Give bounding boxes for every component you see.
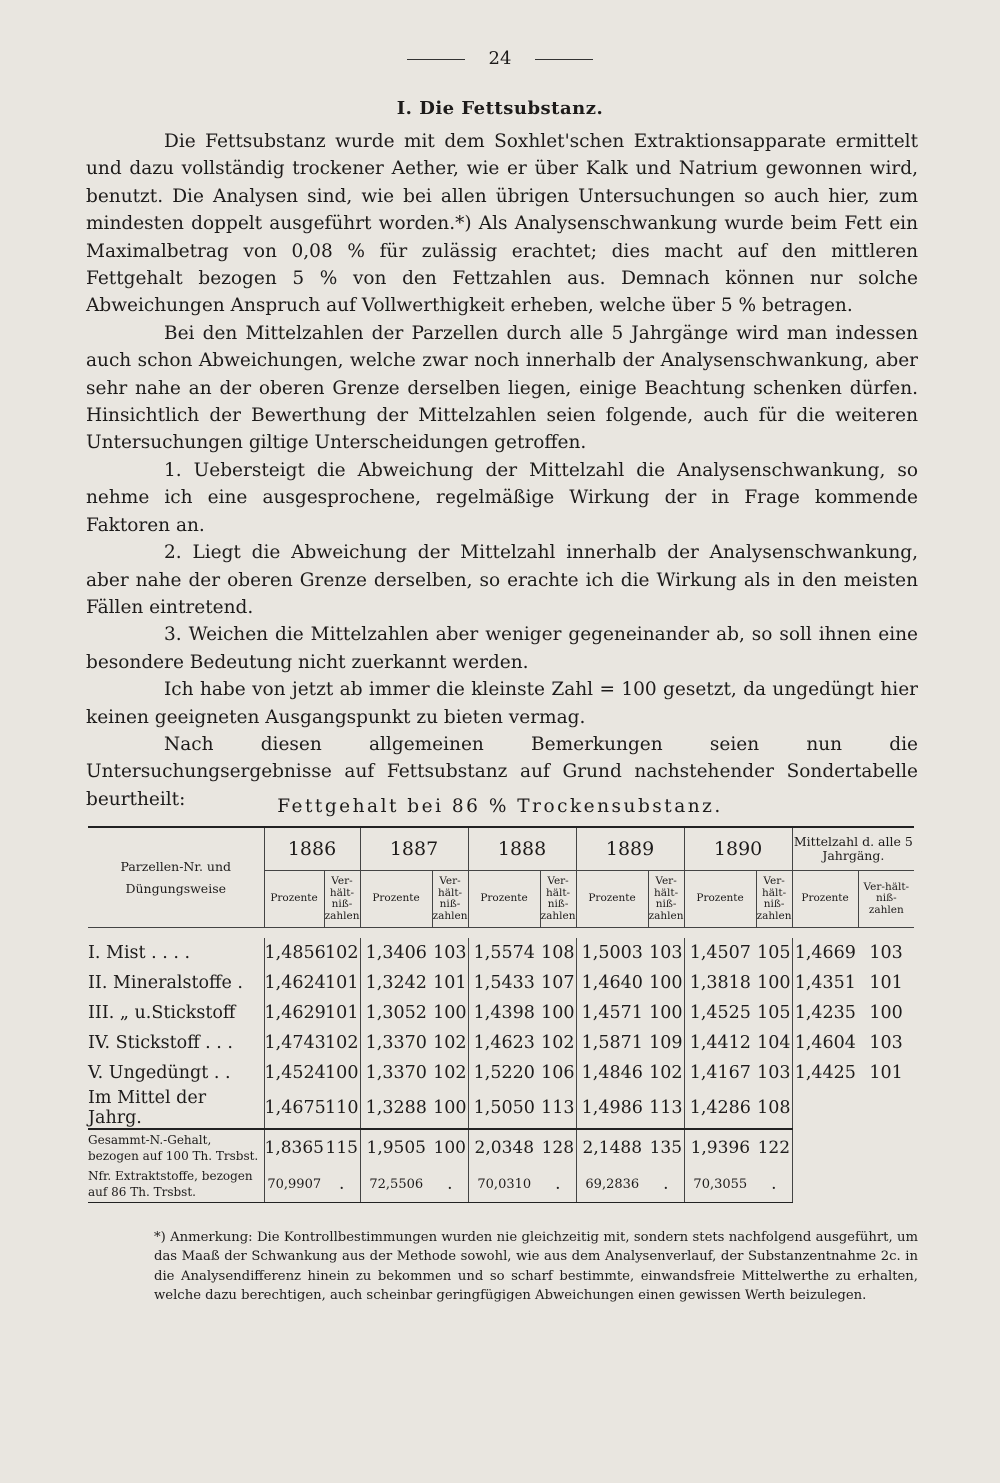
cell: 1,4235 xyxy=(794,1003,856,1023)
sub-header-verh: Ver-hält-niß-zahlen xyxy=(540,871,576,928)
cell: 1,4986 xyxy=(581,1098,643,1118)
cell: 1,4351 xyxy=(794,973,856,993)
row-label: I. Mist . . . . xyxy=(88,938,264,968)
sub-header-prozente: Prozente xyxy=(684,871,756,928)
divider xyxy=(407,59,465,60)
row-label: Nfr. Extraktstoffe, bezogen auf 86 Th. Trsbst. xyxy=(88,1166,264,1203)
cell: 1,9396 xyxy=(684,1129,756,1166)
sub-header-prozente: Prozente xyxy=(360,871,432,928)
paragraph: 1. Uebersteigt die Abweichung der Mittelzahl die Analysenschwankung, so nehme ich eine ausgesprochene, regelmäßige Wirkung der in Frage kommende Faktoren an. xyxy=(86,459,918,536)
year-header: 1887 xyxy=(360,827,468,871)
cell: 102 xyxy=(432,1058,468,1088)
cell: 108 xyxy=(756,1088,792,1129)
paragraph: Ich habe von jetzt ab immer die kleinste Zahl = 100 gesetzt, da ungedüngt hier keinen geeigneten Ausgangspunkt zu bieten vermag. xyxy=(86,679,918,728)
table-row xyxy=(88,1058,914,1088)
year-header: 1889 xyxy=(576,827,684,871)
cell: 1,4604 xyxy=(794,1033,856,1053)
cell: 106 xyxy=(540,1058,576,1088)
cell: 1,5871 xyxy=(581,1033,643,1053)
cell: 1,3052 xyxy=(365,1003,427,1023)
cell: 101 xyxy=(869,1063,903,1083)
row-label: V. Ungedüngt . . xyxy=(88,1058,264,1088)
row-label: Im Mittel der Jahrg. xyxy=(88,1088,264,1129)
row-label: III. „ u.Stickstoff xyxy=(88,998,264,1028)
cell: 104 xyxy=(756,1028,792,1058)
cell: 105 xyxy=(756,938,792,968)
cell: 1,5433 xyxy=(473,973,535,993)
cell: 1,3370 xyxy=(365,1033,427,1053)
sub-header-verh: Ver-hält-niß-zahlen xyxy=(858,871,914,928)
cell: 110 xyxy=(324,1088,360,1129)
cell: 69,2836 xyxy=(576,1166,648,1203)
cell: . xyxy=(432,1166,468,1203)
table-row-gesammt xyxy=(88,1129,914,1166)
cell: 1,4846 xyxy=(581,1063,643,1083)
row-label: IV. Stickstoff . . . xyxy=(88,1028,264,1058)
cell: 1,3406 xyxy=(365,943,427,963)
year-header: 1886 xyxy=(264,827,360,871)
cell: 100 xyxy=(869,1003,903,1023)
table-row-nfr xyxy=(88,1166,914,1203)
cell: . xyxy=(540,1166,576,1203)
cell: 1,4507 xyxy=(689,943,751,963)
cell: 100 xyxy=(648,968,684,998)
year-header: 1890 xyxy=(684,827,792,871)
table-row xyxy=(88,1028,914,1058)
cell: 1,8365 xyxy=(264,1129,324,1166)
cell: 1,5220 xyxy=(473,1063,535,1083)
cell: 1,3288 xyxy=(365,1098,427,1118)
cell: 103 xyxy=(756,1058,792,1088)
cell: 103 xyxy=(869,1033,903,1053)
cell: 1,3818 xyxy=(689,973,751,993)
paragraph: Die Fettsubstanz wurde mit dem Soxhlet'schen Extraktionsapparate ermittelt und dazu vollständig trockener Aether, wie er über Kalk und Natrium gewonnen wird, benutzt. Die Analysen sind, wie bei allen übrigen Untersuchungen so auch hier, zum mindesten doppelt ausgeführt worden.*) Als Analysenschwankung wurde beim Fett ein Maximalbetrag von 0,08 % für zulässig erachtet; dies macht auf den mittleren Fettgehalt bezogen 5 % von den Fettzahlen aus. Demnach können nur solche Abweichungen Anspruch auf Vollwerthigkeit erheben, welche über 5 % betragen. xyxy=(86,131,918,317)
cell: 101 xyxy=(432,968,468,998)
cell: 1,3370 xyxy=(365,1063,427,1083)
cell: 1,4675 xyxy=(264,1098,326,1118)
cell: 1,4856 xyxy=(264,943,326,963)
cell: 102 xyxy=(432,1028,468,1058)
cell: 100 xyxy=(756,968,792,998)
page-number-line xyxy=(0,48,1000,69)
cell: 1,4167 xyxy=(689,1063,751,1083)
cell: 102 xyxy=(324,938,360,968)
table-row xyxy=(88,998,914,1028)
body-text xyxy=(86,128,918,813)
cell: 103 xyxy=(432,938,468,968)
footnote-text: *) Anmerkung: Die Kontrollbestimmungen wurden nie gleichzeitig mit, sondern stets nachfolgend ausgeführt, um das Maaß der Schwankung aus der Methode sowohl, wie aus dem Analysenverlauf, der Substanzentnahme 2c. in die Analysendifferenz hinein zu bekommen und so scharf bestimmte, einwandsfreie Mittelwerthe zu erhalten, welche dazu berechtigen, auch scheinbar geringfügigen Abweichungen einen gewissen Werth beizulegen. xyxy=(154,1230,918,1304)
cell: 1,4398 xyxy=(473,1003,535,1023)
cell: 102 xyxy=(324,1028,360,1058)
year-header: 1888 xyxy=(468,827,576,871)
cell: 103 xyxy=(648,938,684,968)
sub-header-prozente: Prozente xyxy=(792,871,858,928)
footnote xyxy=(86,1228,918,1306)
cell: . xyxy=(756,1166,792,1203)
sub-header-verh: Ver-hält-niß-zahlen xyxy=(648,871,684,928)
cell: 1,4412 xyxy=(689,1033,751,1053)
cell: . xyxy=(324,1166,360,1203)
cell: 102 xyxy=(540,1028,576,1058)
cell: 1,4743 xyxy=(264,1033,326,1053)
paragraph: Bei den Mittelzahlen der Parzellen durch alle 5 Jahrgänge wird man indessen auch schon Abweichungen, welche zwar noch innerhalb der Analysenschwankung, aber sehr nahe an der oberen Grenze derselben liegen, einige Beachtung schenken dürfen. Hinsichtlich der Bewerthung der Mittelzahlen seien folgende, auch für die weiteren Untersuchungen giltige Unterscheidungen getroffen. xyxy=(86,322,918,454)
table-row-im-mittel xyxy=(88,1088,914,1129)
cell: 115 xyxy=(324,1129,360,1166)
cell: 1,3242 xyxy=(365,973,427,993)
cell: 1,4640 xyxy=(581,973,643,993)
cell: 101 xyxy=(324,968,360,998)
sub-header-prozente: Prozente xyxy=(468,871,540,928)
cell: 113 xyxy=(540,1088,576,1129)
sub-header-verh: Ver-hält-niß-zahlen xyxy=(324,871,360,928)
cell: 1,5050 xyxy=(473,1098,535,1118)
cell: 1,4629 xyxy=(264,1003,326,1023)
cell: 100 xyxy=(432,1129,468,1166)
cell: 100 xyxy=(540,998,576,1028)
cell: . xyxy=(648,1166,684,1203)
cell: 1,4425 xyxy=(794,1063,856,1083)
cell: 1,4571 xyxy=(581,1003,643,1023)
cell: 100 xyxy=(432,998,468,1028)
cell: 70,3055 xyxy=(684,1166,756,1203)
cell: 109 xyxy=(648,1028,684,1058)
sub-header-verh: Ver-hält-niß-zahlen xyxy=(756,871,792,928)
row-label: II. Mineralstoffe . xyxy=(88,968,264,998)
paragraph: 2. Liegt die Abweichung der Mittelzahl innerhalb der Analysenschwankung, aber nahe der oberen Grenze derselben, so erachte ich die Wirkung als in den meisten Fällen eintretend. xyxy=(86,542,918,618)
cell: 70,9907 xyxy=(264,1166,324,1203)
cell: 105 xyxy=(756,998,792,1028)
label-header: Parzellen-Nr. und Düngungsweise xyxy=(88,827,264,928)
cell: 1,4624 xyxy=(264,973,326,993)
cell: 1,4623 xyxy=(473,1033,535,1053)
cell: 108 xyxy=(540,938,576,968)
cell: 103 xyxy=(869,943,903,963)
row-label: Gesammt-N.-Gehalt, bezogen auf 100 Th. Trsbst. xyxy=(88,1129,264,1166)
sub-header-prozente: Prozente xyxy=(576,871,648,928)
cell: 1,4669 xyxy=(794,943,856,963)
table-row xyxy=(88,938,914,968)
divider xyxy=(535,59,593,60)
cell: 113 xyxy=(648,1088,684,1129)
paragraph: 3. Weichen die Mittelzahlen aber weniger gegeneinander ab, so soll ihnen eine besondere Bedeutung nicht zuerkannt werden. xyxy=(86,624,918,673)
cell: 128 xyxy=(540,1129,576,1166)
table-row xyxy=(88,968,914,998)
mittel-header: Mittelzahl d. alle 5 Jahrgäng. xyxy=(792,827,914,871)
page-number: 24 xyxy=(488,48,512,69)
cell: 102 xyxy=(648,1058,684,1088)
section-heading: I. Die Fettsubstanz. xyxy=(396,98,604,119)
cell: 72,5506 xyxy=(360,1166,432,1203)
cell: 2,1488 xyxy=(576,1129,648,1166)
cell: 70,0310 xyxy=(468,1166,540,1203)
cell: 1,5003 xyxy=(581,943,643,963)
cell: 100 xyxy=(324,1058,360,1088)
cell: 101 xyxy=(324,998,360,1028)
cell: 2,0348 xyxy=(468,1129,540,1166)
cell: 1,5574 xyxy=(473,943,535,963)
cell: 135 xyxy=(648,1129,684,1166)
cell: 1,9505 xyxy=(360,1129,432,1166)
cell: 100 xyxy=(432,1088,468,1129)
sub-header-prozente: Prozente xyxy=(264,871,324,928)
cell: 122 xyxy=(756,1129,792,1166)
sub-header-verh: Ver-hält-niß-zahlen xyxy=(432,871,468,928)
cell: 1,4525 xyxy=(689,1003,751,1023)
cell: 100 xyxy=(648,998,684,1028)
table-title: Fettgehalt bei 86 % Trockensubstanz. xyxy=(277,796,723,817)
cell: 107 xyxy=(540,968,576,998)
paragraph: Nach diesen allgemeinen Bemerkungen seien nun die Untersuchungsergebnisse auf Fettsubstanz auf Grund nachstehender Sondertabelle beurtheilt: xyxy=(86,733,918,810)
cell: 1,4524 xyxy=(264,1063,326,1083)
cell: 1,4286 xyxy=(689,1098,751,1118)
fat-content-table xyxy=(88,826,914,1203)
cell: 101 xyxy=(869,973,903,993)
